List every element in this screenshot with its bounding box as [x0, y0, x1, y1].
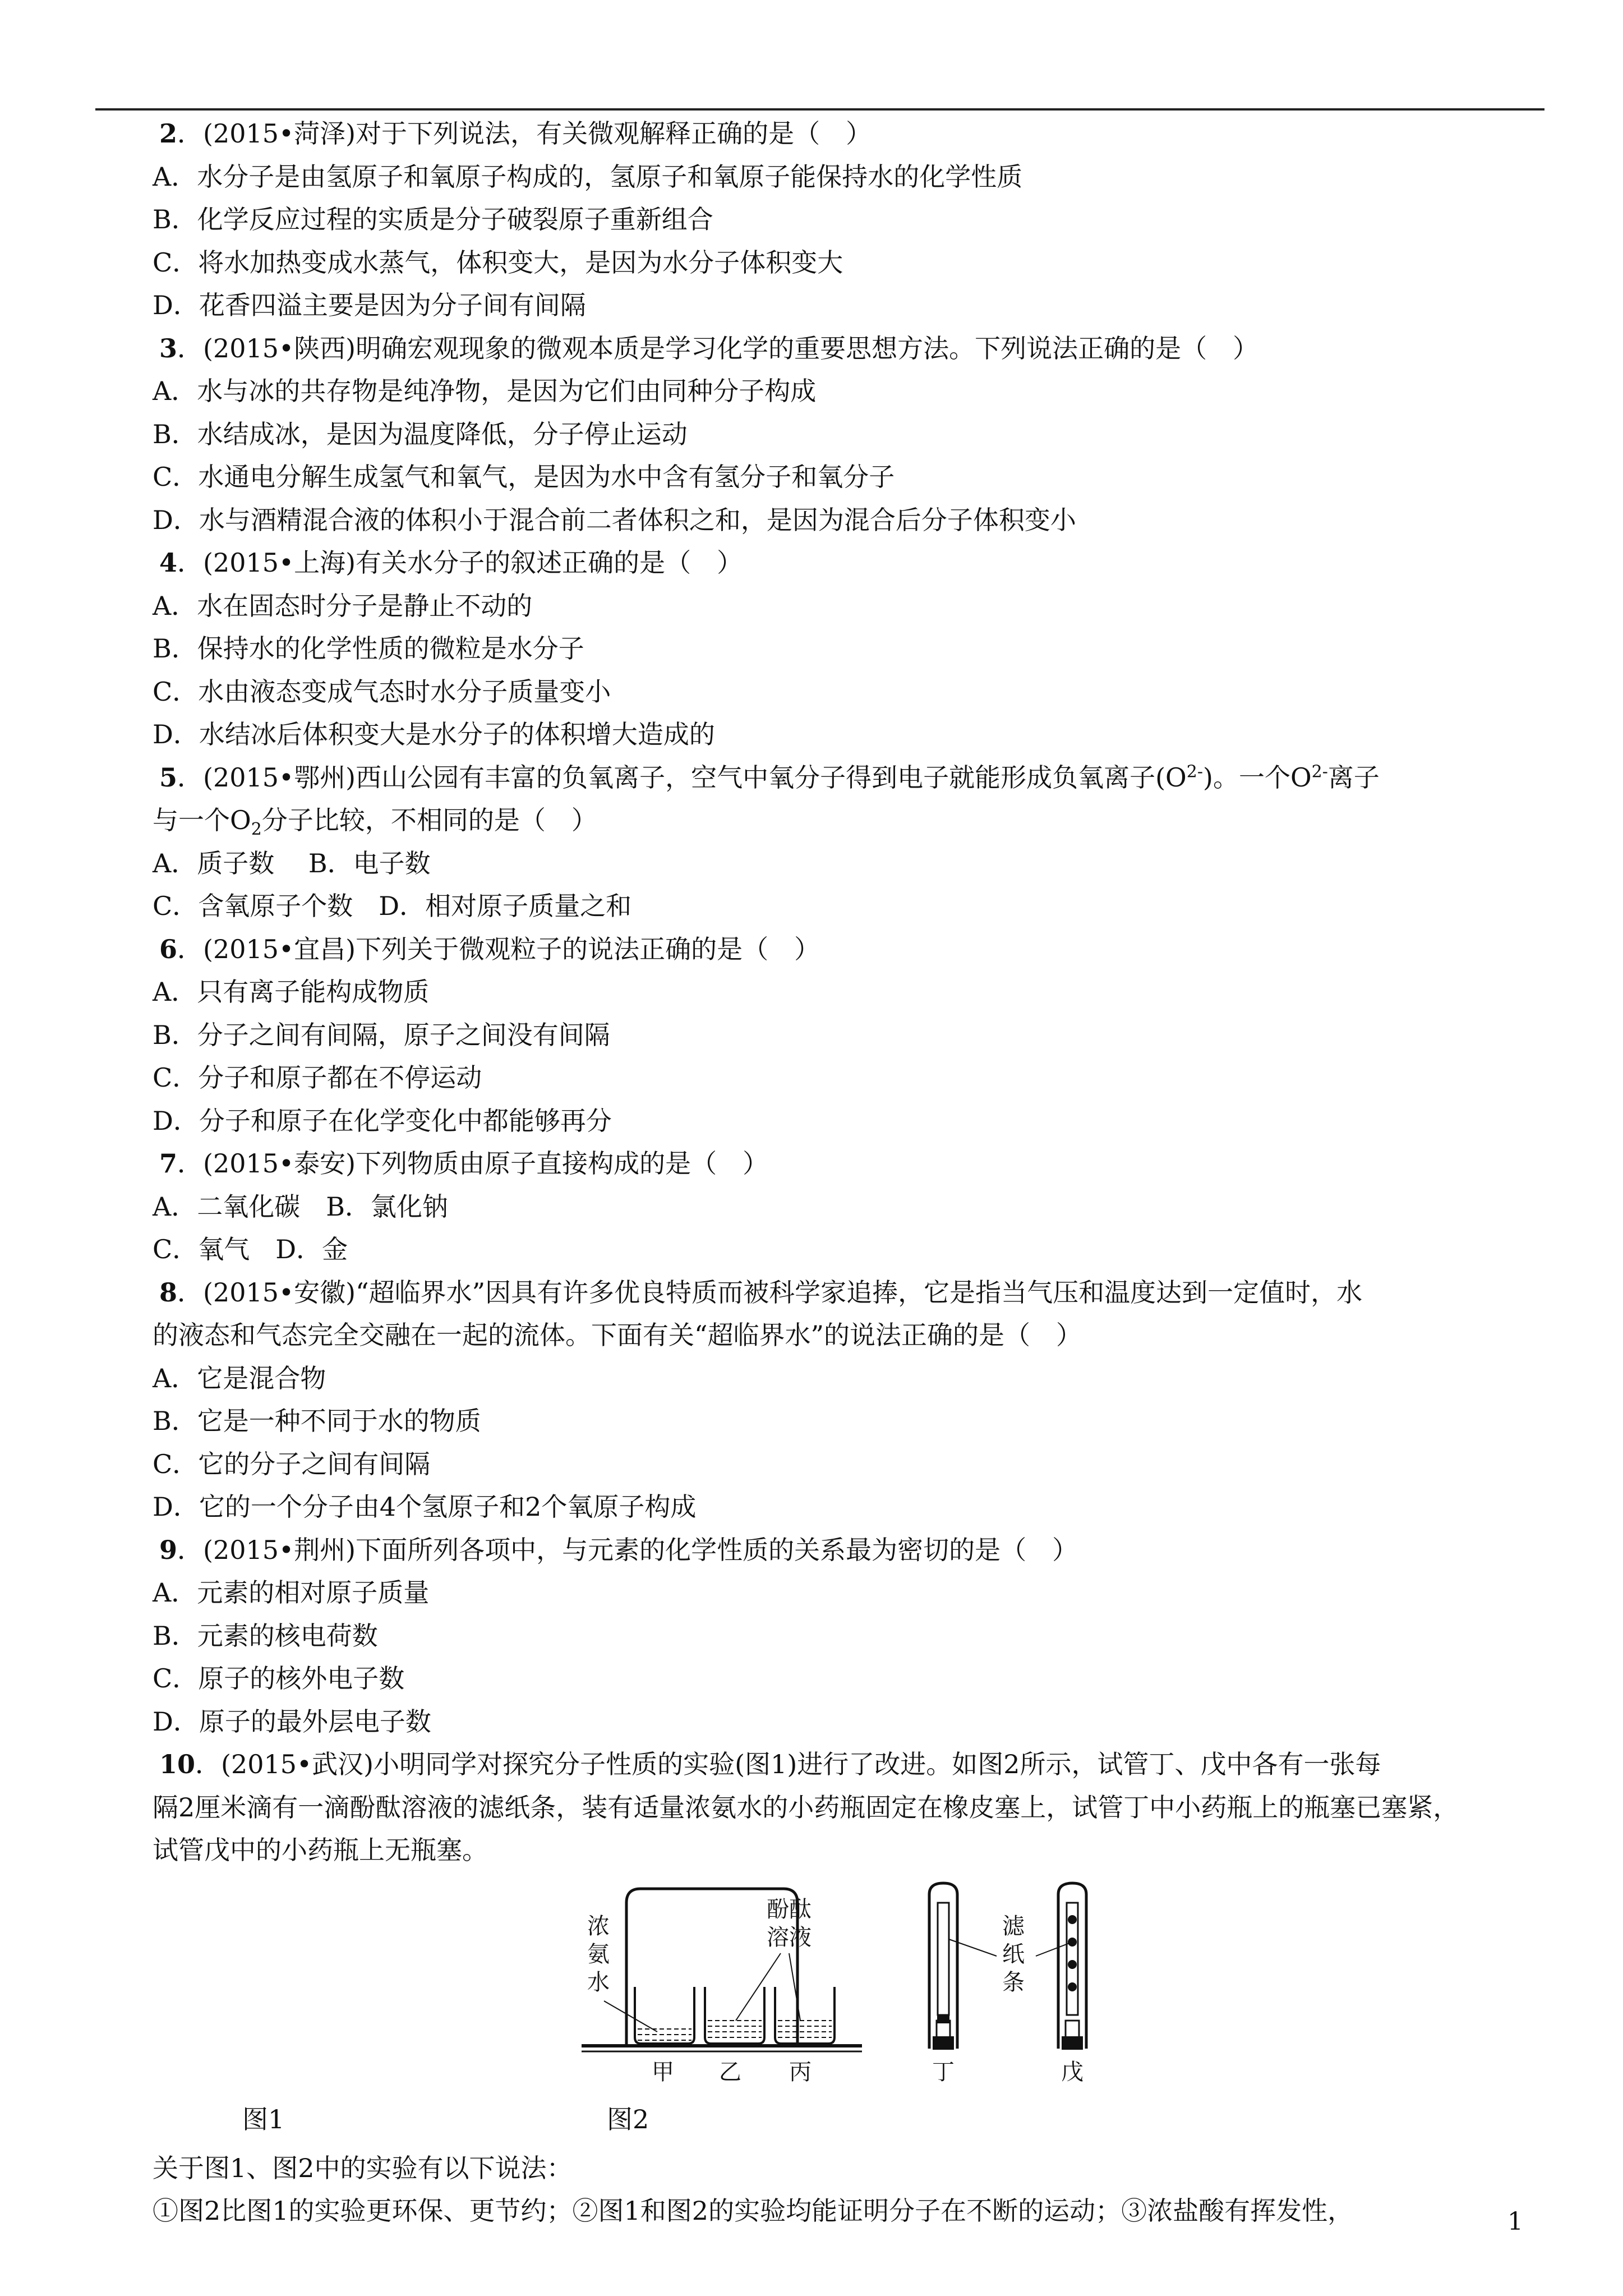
label-beaker-bing: 丙	[789, 2059, 811, 2085]
question-3-option-d: D．水与酒精混合液的体积小于混合前二者体积之和，是因为混合后分子体积变小	[153, 504, 1076, 535]
label-beaker-jia: 甲	[652, 2059, 674, 2085]
label-phenolphthalein-1: 酚酞	[767, 1896, 811, 1922]
question-3-option-c: C．水通电分解生成氢气和氧气，是因为水中含有氢分子和氧分子	[153, 462, 895, 492]
question-9-option-c: C．原子的核外电子数	[153, 1663, 405, 1694]
figure-2-caption: 图2	[607, 2104, 649, 2134]
question-8-option-a: A．它是混合物	[153, 1363, 326, 1393]
question-5-stem-line2: 与一个$O_2$分子比较，不相同的是（ ）	[153, 805, 597, 840]
question-4-option-d: D．水结冰后体积变大是水分子的体积增大造成的	[153, 719, 715, 749]
figure-1-apparatus	[582, 1889, 862, 2051]
question-7-option-cd: C．氧气 D．金	[153, 1234, 348, 1264]
label-conc-ammonia-2: 氨	[587, 1941, 610, 1967]
question-2-stem: 2．(2015•菏泽)对于下列说法，有关微观解释正确的是（ ）	[159, 118, 872, 149]
question-6-stem: 6．(2015•宜昌)下列关于微观粒子的说法正确的是（ ）	[159, 933, 820, 964]
question-9-option-a: A．元素的相对原子质量	[153, 1577, 430, 1608]
experiment-diagram	[565, 1878, 1266, 2085]
label-conc-ammonia-1: 浓	[587, 1913, 610, 1939]
question-4-option-a: A．水在固态时分子是静止不动的	[153, 590, 533, 621]
question-9-option-b: B．元素的核电荷数	[153, 1620, 378, 1651]
label-tube-ding: 丁	[932, 2059, 955, 2085]
question-6-option-b: B．分子之间有间隔，原子之间没有间隔	[153, 1019, 610, 1050]
question-6-option-d: D．分子和原子在化学变化中都能够再分	[153, 1105, 612, 1136]
question-5-stem: 5．(2015•鄂州)西山公园有丰富的负氧离子，空气中氧分子得到电子就能形成负氧离子$(O^{2-})$。一个$O^{2-}$离子	[159, 762, 1380, 793]
label-tube-wu: 戊	[1061, 2059, 1083, 2085]
question-7-stem: 7．(2015•泰安)下列物质由原子直接构成的是（ ）	[159, 1148, 769, 1179]
question-2-option-c: C．将水加热变成水蒸气，体积变大，是因为水分子体积变大	[153, 247, 843, 278]
label-beaker-yi: 乙	[719, 2059, 741, 2085]
question-8-option-b: B．它是一种不同于水的物质	[153, 1406, 481, 1436]
experiment-figure	[153, 1878, 1543, 2147]
question-3-stem: 3．(2015•陕西)明确宏观现象的微观本质是学习化学的重要思想方法。下列说法正确的是（ ）	[159, 333, 1259, 364]
question-8-option-c: C．它的分子之间有间隔	[153, 1448, 431, 1479]
question-2-option-d: D．花香四溢主要是因为分子间有间隔	[153, 290, 586, 320]
question-10-statements-line: ①图2比图1的实验更环保、更节约；②图1和图2的实验均能证明分子在不断的运动；③浓盐酸有挥发性，	[153, 2196, 1354, 2226]
label-filter-paper-1: 滤	[1002, 1913, 1025, 1939]
question-10-statements-intro: 关于图1、图2中的实验有以下说法：	[153, 2152, 573, 2183]
question-5-option-ab: A．质子数 B．电子数	[153, 848, 431, 878]
question-4-option-c: C．水由液态变成气态时水分子质量变小	[153, 676, 611, 707]
question-8-stem: 8．(2015•安徽)“超临界水”因具有许多优良特质而被科学家追捧，它是指当气压和温度达到一定值时，水	[159, 1277, 1363, 1308]
label-conc-ammonia-3: 水	[587, 1969, 610, 1995]
question-8-option-d: D．它的一个分子由4个氢原子和2个氧原子构成	[153, 1492, 697, 1522]
question-5-option-cd: C．含氧原子个数 D．相对原子质量之和	[153, 891, 632, 921]
question-9-stem: 9．(2015•荆州)下面所列各项中，与元素的化学性质的关系最为密切的是（ ）	[159, 1534, 1078, 1565]
label-filter-paper-2: 纸	[1002, 1941, 1025, 1967]
question-8-stem-line2: 的液态和气态完全交融在一起的流体。下面有关“超临界水”的说法正确的是（ ）	[153, 1320, 1082, 1350]
label-filter-paper-3: 条	[1002, 1969, 1025, 1995]
figure-1-caption: 图1	[242, 2104, 285, 2134]
question-7-option-ab: A．二氧化碳 B．氯化钠	[153, 1191, 449, 1222]
page-number: 1	[1507, 2207, 1523, 2236]
question-6-option-c: C．分子和原子都在不停运动	[153, 1062, 482, 1093]
label-phenolphthalein-2: 溶液	[767, 1924, 811, 1950]
question-6-option-a: A．只有离子能构成物质	[153, 977, 430, 1007]
question-3-option-b: B．水结成冰，是因为温度降低，分子停止运动	[153, 418, 688, 449]
document-body	[153, 112, 1543, 2233]
question-9-option-d: D．原子的最外层电子数	[153, 1706, 431, 1737]
question-2-option-b: B．化学反应过程的实质是分子破裂原子重新组合	[153, 204, 713, 234]
question-4-option-b: B．保持水的化学性质的微粒是水分子	[153, 633, 584, 664]
question-10-stem-line3: 试管戊中的小药瓶上无瓶塞。	[153, 1835, 488, 1865]
header-rule	[95, 108, 1544, 111]
question-2-option-a: A．水分子是由氢原子和氧原子构成的，氢原子和氧原子能保持水的化学性质	[153, 161, 1023, 192]
question-3-option-a: A．水与冰的共存物是纯净物，是因为它们由同种分子构成	[153, 376, 817, 406]
question-10-stem: 10．(2015•武汉)小明同学对探究分子性质的实验(图1)进行了改进。如图2所示，试管丁、戊中各有一张每	[159, 1749, 1381, 1779]
question-10-stem-line2: 隔2厘米滴有一滴酚酞溶液的滤纸条，装有适量浓氨水的小药瓶固定在橡皮塞上，试管丁中小药瓶上的瓶塞已塞紧，	[153, 1792, 1459, 1823]
question-4-stem: 4．(2015•上海)有关水分子的叙述正确的是（ ）	[159, 547, 743, 578]
